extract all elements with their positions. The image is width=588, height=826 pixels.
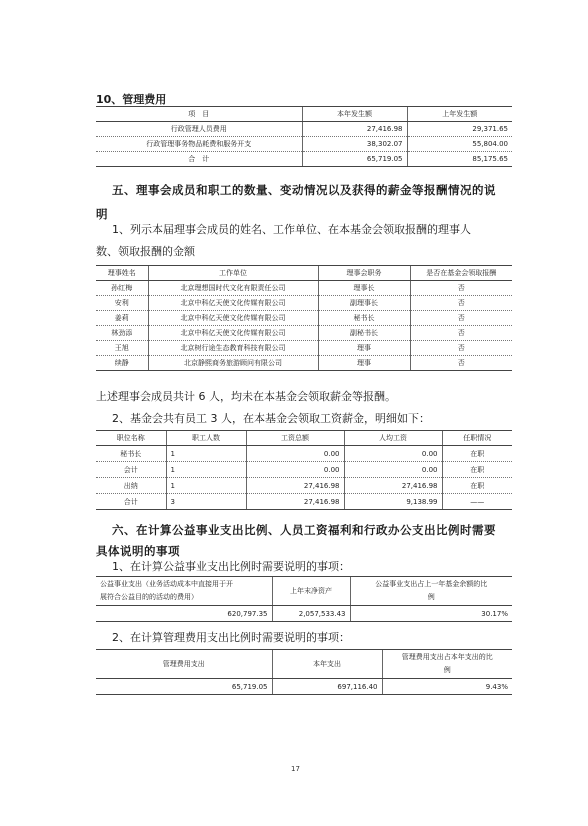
table-row (96, 296, 512, 311)
table-cell: 38,302.07 (302, 137, 407, 152)
header-text-line: 公益事业支出占上一年基金余额的比 (375, 580, 488, 588)
column-header: 管理费用支出 (96, 650, 272, 679)
section-5-title-line1: 五、理事会成员和职工的数量、变动情况以及获得的薪金等报酬情况的说 (112, 183, 496, 197)
table-row (96, 478, 512, 494)
table-cell: 北京中科亿天使文化传媒有限公司 (148, 326, 318, 341)
table-cell: 北京树行途生态教育科技有限公司 (148, 341, 318, 356)
column-header: 职工人数 (166, 431, 246, 446)
column-header: 工资总额 (246, 431, 344, 446)
table-cell: 在职 (442, 446, 512, 462)
column-header (96, 577, 272, 606)
table-row (96, 356, 512, 371)
table-cell: 29,371.65 (407, 122, 512, 137)
table-cell: 55,804.00 (407, 137, 512, 152)
page-number: 17 (291, 765, 300, 773)
table-cell: 1 (166, 462, 246, 478)
column-header: 任职情况 (442, 431, 512, 446)
table-header-row (96, 577, 512, 606)
table-cell: 安利 (96, 296, 148, 311)
table-row (96, 326, 512, 341)
table-cell: 27,416.98 (344, 478, 442, 494)
header-text-line: 展符合公益目的的活动的费用） (100, 593, 198, 601)
board-members-table (96, 265, 512, 371)
table-cell: 续静 (96, 356, 148, 371)
staff-salary-table (96, 430, 512, 510)
table-row (96, 122, 512, 137)
table-cell: 1 (166, 446, 246, 462)
table-cell: 副秘书长 (318, 326, 410, 341)
table-cell: 27,416.98 (302, 122, 407, 137)
table-cell: 行政管理事务物品耗费和服务开支 (96, 137, 302, 152)
table-row (96, 494, 512, 510)
section-6-item1: 1、在计算公益事业支出比例时需要说明的事项： (112, 560, 350, 573)
table-cell: 理事长 (318, 281, 410, 296)
board-summary: 上述理事会成员共计 6 人，均未在本基金会领取薪金等报酬。 (96, 390, 396, 403)
table-cell: 否 (410, 281, 512, 296)
public-welfare-ratio-table (96, 576, 512, 622)
table-cell: 理事 (318, 341, 410, 356)
table-cell: 行政管理人员费用 (96, 122, 302, 137)
header-text-line: 例 (443, 666, 451, 674)
table-cell: 697,116.40 (272, 679, 382, 695)
column-header: 人均工资 (344, 431, 442, 446)
table-header-row (96, 266, 512, 281)
section-10-title: 10、管理费用 (96, 93, 167, 106)
table-row (96, 281, 512, 296)
table-header-row (96, 431, 512, 446)
table-cell: 出纳 (96, 478, 166, 494)
section-5-item1-line2: 数、领取报酬的金额 (96, 245, 195, 258)
table-cell: 在职 (442, 462, 512, 478)
table-cell: 会计 (96, 462, 166, 478)
column-header: 理事会职务 (318, 266, 410, 281)
section-5-title-line2: 明 (96, 207, 108, 221)
column-header: 是否在基金会领取报酬 (410, 266, 512, 281)
table-cell: 2,057,533.43 (272, 606, 350, 622)
table-cell: 1 (166, 478, 246, 494)
table-cell: 合 计 (96, 152, 302, 167)
column-header (382, 650, 512, 679)
column-header: 上年末净资产 (272, 577, 350, 606)
table-row (96, 679, 512, 695)
table-header-row (96, 650, 512, 679)
column-header: 本年支出 (272, 650, 382, 679)
table-row (96, 462, 512, 478)
table-cell: 3 (166, 494, 246, 510)
table-cell: 秘书长 (318, 311, 410, 326)
table-cell: 0.00 (344, 462, 442, 478)
table-cell: 孙红梅 (96, 281, 148, 296)
management-expense-ratio-table (96, 649, 512, 695)
column-header: 项 目 (96, 107, 302, 122)
table-cell: 副理事长 (318, 296, 410, 311)
table-cell: 否 (410, 296, 512, 311)
table-cell: 北京中科亿天使文化传媒有限公司 (148, 311, 318, 326)
table-row (96, 152, 512, 167)
table-cell: 北京静熙商务旅游顾问有限公司 (148, 356, 318, 371)
table-cell: 85,175.65 (407, 152, 512, 167)
table-header-row (96, 107, 512, 122)
table-row (96, 137, 512, 152)
table-cell: 否 (410, 356, 512, 371)
table-cell: 0.00 (344, 446, 442, 462)
header-text-line: 公益事业支出（业务活动成本中直接用于开 (100, 580, 233, 588)
table-cell: 否 (410, 341, 512, 356)
table-cell: 0.00 (246, 446, 344, 462)
table-cell: 林劲添 (96, 326, 148, 341)
table-cell: 27,416.98 (246, 494, 344, 510)
section-6-item2: 2、在计算管理费用支出比例时需要说明的事项： (112, 631, 350, 644)
table-cell: 620,797.35 (96, 606, 272, 622)
column-header: 上年发生额 (407, 107, 512, 122)
table-cell: 王旭 (96, 341, 148, 356)
table-cell: 65,719.05 (96, 679, 272, 695)
table-cell: 9,138.99 (344, 494, 442, 510)
section-6-title-line2: 具体说明的事项 (96, 544, 180, 558)
table-cell: 27,416.98 (246, 478, 344, 494)
table-row (96, 446, 512, 462)
column-header (350, 577, 512, 606)
column-header: 本年发生额 (302, 107, 407, 122)
table-cell: 30.17% (350, 606, 512, 622)
table-cell: 否 (410, 311, 512, 326)
table-cell: 北京理想国时代文化有限责任公司 (148, 281, 318, 296)
table-row (96, 341, 512, 356)
table-cell: 否 (410, 326, 512, 341)
table-cell: 秘书长 (96, 446, 166, 462)
column-header: 职位名称 (96, 431, 166, 446)
admin-expense-table (96, 106, 512, 167)
table-cell: 65,719.05 (302, 152, 407, 167)
table-cell: 在职 (442, 478, 512, 494)
column-header: 工作单位 (148, 266, 318, 281)
section-5-item1-line1: 1、列示本届理事会成员的姓名、工作单位、在本基金会领取报酬的理事人 (112, 223, 471, 236)
table-row (96, 311, 512, 326)
header-text-line: 管理费用支出占本年支出的比 (401, 653, 493, 661)
table-cell: 0.00 (246, 462, 344, 478)
column-header: 理事姓名 (96, 266, 148, 281)
section-5-item2: 2、基金会共有员工 3 人，在本基金会领取工资薪金，明细如下： (112, 412, 430, 425)
table-row (96, 606, 512, 622)
table-cell: 北京中科亿天使文化传媒有限公司 (148, 296, 318, 311)
table-cell: 合计 (96, 494, 166, 510)
table-cell: —— (442, 494, 512, 510)
section-6-title-line1: 六、在计算公益事业支出比例、人员工资福利和行政办公支出比例时需要 (112, 523, 496, 537)
table-cell: 姜莉 (96, 311, 148, 326)
table-cell: 9.43% (382, 679, 512, 695)
table-cell: 理事 (318, 356, 410, 371)
header-text-line: 例 (427, 593, 435, 601)
